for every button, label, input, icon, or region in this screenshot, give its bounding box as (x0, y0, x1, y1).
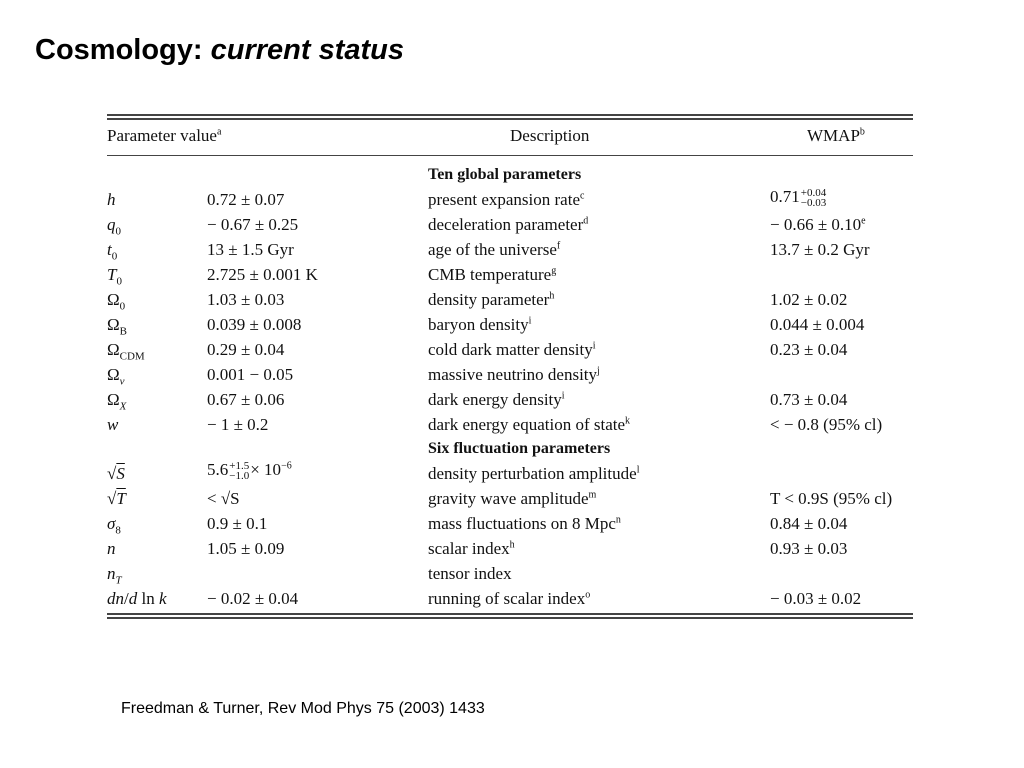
param-value: 0.29 ± 0.04 (207, 340, 285, 359)
param-symbol: $T_0$ (107, 265, 122, 288)
table-row (107, 290, 913, 314)
param-wmap: 0.23 ± 0.04 (770, 340, 848, 359)
param-wmap: 13.7 ± 0.2 Gyr (770, 240, 870, 259)
param-desc: density parameter$^h$ (428, 290, 555, 309)
param-desc: cold dark matter density$^i$ (428, 340, 596, 359)
param-desc: gravity wave amplitude$^m$ (428, 489, 597, 508)
param-desc: massive neutrino density$^j$ (428, 365, 600, 384)
param-wmap: < − 0.8 (95% cl) (770, 415, 883, 434)
param-desc: mass fluctuations on 8 Mpc$^n$ (428, 514, 621, 533)
table-row (107, 187, 913, 214)
param-desc: present expansion rate$^c$ (428, 190, 585, 209)
header-parameter-value: Parameter value$^a$ (107, 126, 222, 145)
param-wmap: − 0.66 ± 0.10$^e$ (770, 215, 866, 234)
table-row (107, 315, 913, 339)
param-symbol: $t_0$ (107, 240, 118, 263)
param-desc: dark energy equation of state$^k$ (428, 415, 631, 434)
param-symbol: w (107, 415, 119, 434)
param-desc: running of scalar index$^o$ (428, 589, 591, 608)
param-value: 1.03 ± 0.03 (207, 290, 285, 309)
table-row (107, 460, 913, 488)
table-row (107, 390, 913, 414)
param-wmap: 0.71+0.04 −0.03 (770, 187, 827, 210)
param-symbol: $n_T$ (107, 564, 122, 587)
param-symbol: dn/d ln k (107, 589, 167, 608)
table-row (107, 240, 913, 264)
param-desc: scalar index$^h$ (428, 539, 515, 558)
header-description: Description (510, 126, 590, 145)
param-value: 2.725 ± 0.001 K (207, 265, 318, 284)
title-main: Cosmology: (35, 34, 203, 66)
section-six-fluctuation: Six fluctuation parameters (428, 440, 611, 457)
param-value: − 0.02 ± 0.04 (207, 589, 299, 608)
table-row (107, 564, 913, 588)
param-desc: density perturbation amplitude$^l$ (428, 464, 640, 483)
param-wmap: 0.93 ± 0.03 (770, 539, 848, 558)
param-symbol: $\Omega_B$ (107, 315, 127, 338)
param-desc: deceleration parameter$^d$ (428, 215, 589, 234)
param-symbol: √S (107, 464, 125, 483)
param-symbol: h (107, 190, 116, 209)
param-value: 0.001 − 0.05 (207, 365, 294, 384)
param-wmap: 1.02 ± 0.02 (770, 290, 848, 309)
param-wmap: T < 0.9S (95% cl) (770, 489, 893, 508)
param-desc: baryon density$^i$ (428, 315, 532, 334)
param-value: 1.05 ± 0.09 (207, 539, 285, 558)
param-symbol: $q_0$ (107, 215, 121, 238)
param-value: 13 ± 1.5 Gyr (207, 240, 294, 259)
param-value: − 0.67 ± 0.25 (207, 215, 299, 234)
section-ten-global: Ten global parameters (428, 166, 582, 183)
table-bottom-rule-2 (107, 617, 913, 619)
table-bottom-rule (107, 613, 913, 615)
param-value: < √S (207, 489, 240, 508)
param-value: 5.6+1.5 $-1.0\times 10^{-6}$ (207, 460, 292, 483)
param-desc: tensor index (428, 564, 512, 583)
title-italic: current status (210, 34, 405, 66)
table-top-rule-2 (107, 118, 913, 120)
table-row (107, 415, 913, 439)
param-wmap: 0.044 ± 0.004 (770, 315, 865, 334)
header-wmap: WMAP$^b$ (807, 126, 865, 145)
param-symbol: √T (107, 489, 126, 508)
header-rule (107, 155, 913, 156)
param-desc: CMB temperature$^g$ (428, 265, 557, 284)
param-desc: age of the universe$^f$ (428, 240, 561, 259)
table-top-rule (107, 114, 913, 116)
param-wmap: 0.84 ± 0.04 (770, 514, 848, 533)
param-value: 0.67 ± 0.06 (207, 390, 285, 409)
table-row (107, 215, 913, 239)
param-value: 0.9 ± 0.1 (207, 514, 268, 533)
param-symbol: $\Omega_X$ (107, 390, 127, 413)
table-row (107, 539, 913, 563)
param-wmap: 0.73 ± 0.04 (770, 390, 848, 409)
param-symbol: $\Omega_0$ (107, 290, 126, 313)
param-desc: dark energy density$^i$ (428, 390, 565, 409)
table-row (107, 265, 913, 289)
table-row (107, 514, 913, 538)
param-value: 0.039 ± 0.008 (207, 315, 302, 334)
table-row (107, 589, 913, 613)
table-row (107, 365, 913, 389)
param-symbol: n (107, 539, 116, 558)
param-value: − 1 ± 0.2 (207, 415, 269, 434)
param-wmap: − 0.03 ± 0.02 (770, 589, 862, 608)
citation: Freedman & Turner, Rev Mod Phys 75 (2003) 1433 (121, 700, 485, 717)
table-row (107, 340, 913, 364)
param-symbol: $\sigma_8$ (107, 514, 121, 537)
param-symbol: $\Omega_\nu$ (107, 365, 125, 388)
param-symbol: $\Omega_{CDM}$ (107, 340, 145, 363)
param-value: 0.72 ± 0.07 (207, 190, 285, 209)
table-row (107, 489, 913, 513)
slide-title (35, 34, 404, 67)
